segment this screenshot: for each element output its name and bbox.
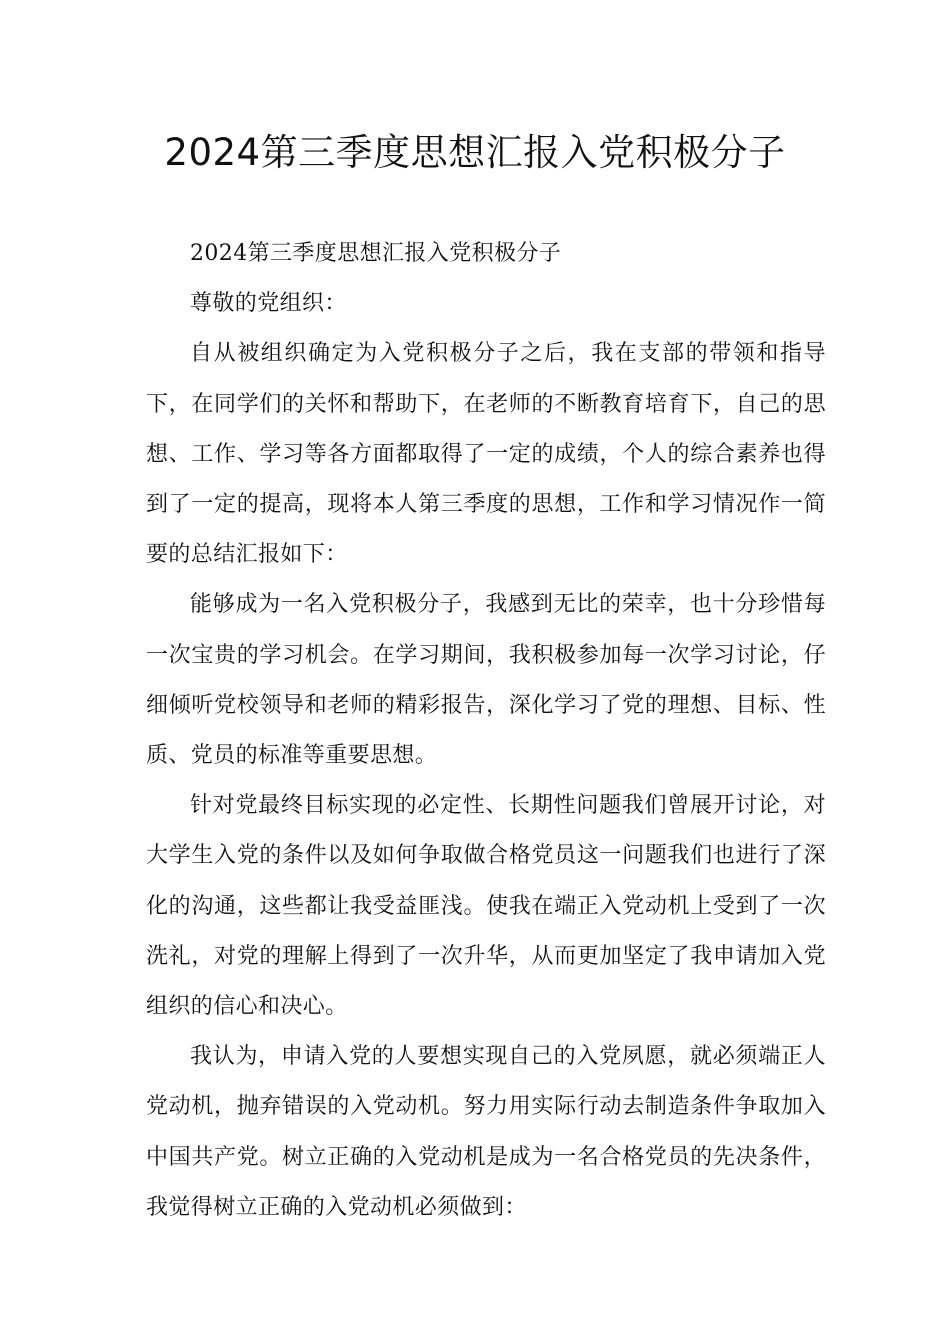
paragraph-4: 我认为，申请入党的人要想实现自己的入党夙愿，就必须端正人党动机，抛弃错误的入党动机。努力用实际行动去制造条件争取加入中国共产党。树立正确的入党动机是成为一名合格党员的先决条件，我觉得树立正确的入党动机必须做到： (146, 1044, 826, 1220)
paragraph-heading: 2024第三季度思想汇报入党积极分子 (190, 241, 562, 266)
paragraph-3: 针对党最终目标实现的必定性、长期性问题我们曾展开讨论，对大学生入党的条件以及如何争取做合格党员这一问题我们也进行了深化的沟通，这些都让我受益匪浅。使我在端正入党动机上受到了一次洗礼，对党的理解上得到了一次升华，从而更加坚定了我申请加入党组织的信心和决心。 (146, 793, 826, 1020)
paragraph-salutation: 尊敬的党组织： (190, 291, 347, 317)
paragraph-1: 自从被组织确定为入党积极分子之后，我在支部的带领和指导下，在同学们的关怀和帮助下，在老师的不断教育培育下，自己的思想、工作、学习等各方面都取得了一定的成绩，个人的综合素养也得到了一定的提高，现将本人第三季度的思想，工作和学习情况作一简要的总结汇报如下： (146, 341, 826, 568)
document-body (146, 229, 826, 1233)
document-title: 2024第三季度思想汇报入党积极分子 (164, 131, 786, 174)
paragraph-2: 能够成为一名入党积极分子，我感到无比的荣幸，也十分珍惜每一次宝贵的学习机会。在学习期间，我积极参加每一次学习讨论，仔细倾听党校领导和老师的精彩报告，深化学习了党的理想、目标、性质、党员的标准等重要思想。 (146, 592, 826, 769)
